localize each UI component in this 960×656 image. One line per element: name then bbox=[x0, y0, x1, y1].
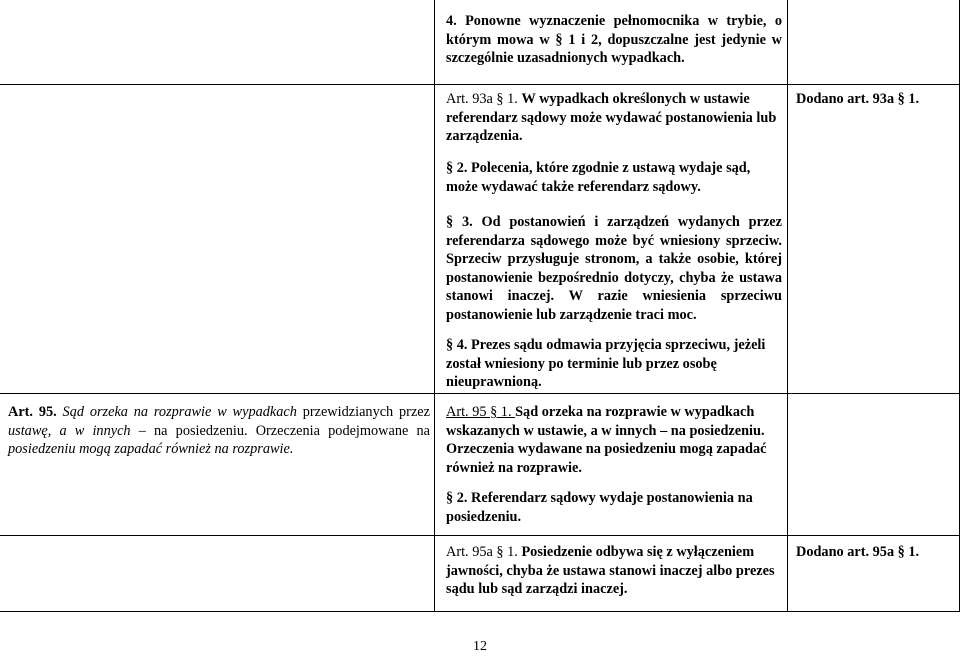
text-run: – na posiedzeniu. Orzeczenia podejmowane na bbox=[130, 422, 430, 439]
text-run: Sąd orzeka na rozprawie w wypadkach wskazanych w ustawie, a w innych – na posiedzeniu. Orzeczenia wydawane na posiedzeniu mogą zapadać również na rozprawie. bbox=[446, 404, 767, 476]
text-run: Art. 95 § 1. bbox=[446, 404, 516, 420]
column-divider-right bbox=[787, 0, 788, 612]
mid-row0-paragraph bbox=[446, 12, 782, 68]
row-divider-2 bbox=[0, 393, 960, 394]
text-run: Art. 93a § 1. bbox=[446, 91, 522, 107]
row-divider-3 bbox=[0, 535, 960, 536]
mid-art95-par2 bbox=[446, 489, 782, 526]
text-run: Posiedzenie odbywa się z wyłączeniem jawności, chyba że ustawa stanowi inaczej albo prezes sądu lub sąd zarządzi inaczej. bbox=[446, 544, 775, 598]
row-divider-1 bbox=[0, 84, 960, 85]
text-run: 4. Ponowne wyznaczenie pełnomocnika w trybie, o którym mowa w § 1 i 2, dopuszczalne jest jedynie w szczególnie uzasadnionych wypadkach. bbox=[446, 13, 782, 67]
text-run: § 2. Referendarz sądowy wydaje postanowienia na posiedzeniu. bbox=[446, 490, 753, 525]
text-run: Dodano art. 93a § 1. bbox=[796, 91, 920, 107]
right-note-art95a bbox=[796, 543, 956, 562]
text-run: § 4. Prezes sądu odmawia przyjęcia sprzeciwu, jeżeli został wniesiony po terminie lub przez osobę nieuprawnioną. bbox=[446, 337, 766, 391]
mid-art93a-par1 bbox=[446, 90, 782, 146]
table-bottom-edge bbox=[0, 611, 960, 612]
text-run: Art. 95a § 1. bbox=[446, 544, 522, 560]
right-note-art93a bbox=[796, 90, 956, 109]
mid-art93a-par2 bbox=[446, 159, 782, 196]
text-run: Art. 95. bbox=[8, 404, 63, 420]
text-run: Dodano art. 95a § 1. bbox=[796, 544, 920, 560]
text-run: Sąd orzeka na rozprawie w wypadkach bbox=[62, 404, 297, 420]
mid-art95-par1 bbox=[446, 403, 782, 477]
left-art95-paragraph bbox=[8, 403, 430, 459]
mid-art95a-par1 bbox=[446, 543, 782, 599]
text-run: § 3. Od postanowień i zarządzeń wydanych przez referendarza sądowego może być wniesiony sprzeciw. Sprzeciw przysługuje stronom, a także osobie, której postanowienie bezpośrednio dotyczy, chyba że ustawa stanowi inaczej. W razie wniesienia sprzeciwu postanowienie lub zarządzenie traci moc. bbox=[446, 214, 782, 323]
text-run: ustawę, a w innych bbox=[8, 422, 131, 439]
text-run: W wypadkach określonych w ustawie referendarz sądowy może wydawać postanowienia lub zarządzenia. bbox=[446, 91, 777, 145]
page-number: 12 bbox=[473, 639, 487, 654]
text-run: posiedzeniu mogą zapadać również na rozprawie. bbox=[8, 441, 294, 458]
column-divider-left bbox=[434, 0, 435, 612]
mid-art93a-par4 bbox=[446, 336, 782, 392]
mid-art93a-par3 bbox=[446, 213, 782, 325]
text-run: przewidzianych przez bbox=[296, 404, 430, 420]
text-run: § 2. Polecenia, które zgodnie z ustawą wydaje sąd, może wydawać także referendarz sądowy. bbox=[446, 160, 751, 195]
